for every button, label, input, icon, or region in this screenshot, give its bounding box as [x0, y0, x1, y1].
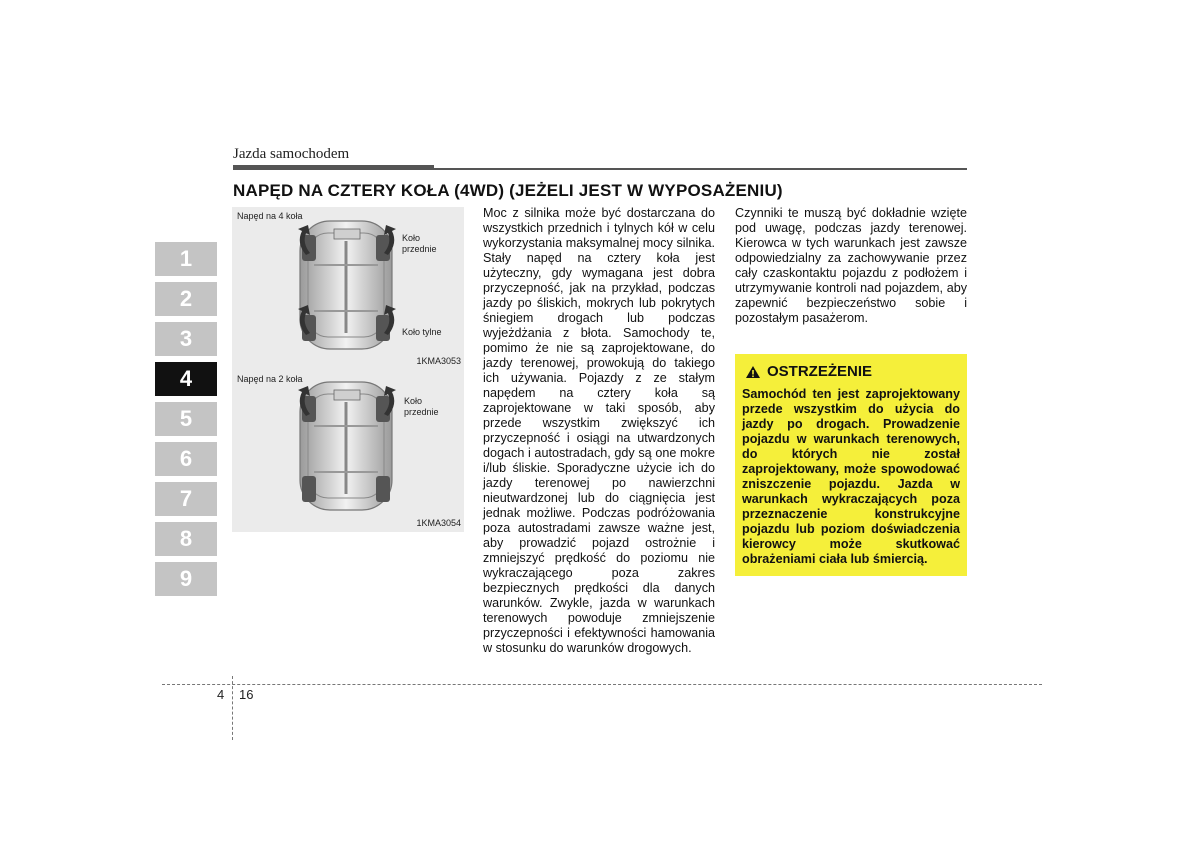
header-rule-thin [434, 168, 967, 170]
chapter-tab-4[interactable]: 4 [155, 362, 217, 396]
chapter-tab-1[interactable]: 1 [155, 242, 217, 276]
warning-title-text: OSTRZEŻENIE [767, 363, 873, 380]
warning-title [745, 363, 872, 380]
footer-dashed-divider [232, 676, 233, 740]
chapter-tab-7[interactable]: 7 [155, 482, 217, 516]
figure-code: 1KMA3053 [416, 356, 461, 366]
warning-text: Samochód ten jest zaprojektowany przede wszystkim do użycia do jazdy po drogach. Prowadzenie pojazdu w warunkach terenowych, do których nie został zaprojektowany, może spowodować zniszczenie pojazdu. Jazda w warunkach wykraczających poza przeznaczenie konstrukcyjne pojazdu lub poziom doświadczenia kierowcy może skutkować obrażeniami ciała lub śmiercią. [742, 387, 960, 566]
figure-2wd [232, 370, 464, 532]
figure-4wd [232, 207, 464, 370]
figure-caption: Napęd na 4 koła [237, 211, 303, 221]
body-text-column-2: Moc z silnika może być dostarczana do wszystkich przednich i tylnych kół w celu wykorzystania maksymalnej mocy silnika. Stały napęd na cztery koła jest użyteczny, gdy wymagana jest dobra przyczepność, jak na przykład, podczas jazdy po śliskich, mokrych lub pokrytych śniegiem drogach lub podczas wyjeżdżania z błota. Samochody te, pomimo że nie są zaprojektowane, do jazdy terenowej, prowokują do takiego ich używania. Pojazdy z ze stałym napędem na cztery koła są zaprojektowane w taki sposób, aby przede wszystkim zwiększyć ich przyczepność i osiągi na utwardzonych dogach i autostradach, gdy są one mokre i/lub śliskie. Sporadyczne użycie ich do jazdy terenowej po nawierzchni nieutwardzonej lub do ciągnięcia jest jednak możliwe. Podczas podróżowania poza autostradami zawsze ważne jest, aby prowadzić pojazd ostrożnie i zmniejszyć prędkość do poziomu nie wykraczającego poza zakres bezpiecznych prędkości dla danych warunków. Zwykle, jazda w warunkach terenowych powoduje zmniejszenie przyczepności i efektywności hamowania w stosunku do warunków drogowych. [483, 206, 715, 655]
body-text-column-3: Czynniki te muszą być dokładnie wzięte pod uwagę, podczas jazdy terenowej. Kierowca w tych warunkach jest zawsze odpowiedzialny za zachowywanie przez cały czaskontaktu pojazdu z podłożem i utrzymywanie kontroli nad pojazdem, aby zapewnić bezpieczeństwo sobie i pozostałym pasażerom. [735, 206, 967, 325]
footer-chapter-number: 4 [217, 687, 225, 702]
page-header-title: Jazda samochodem [233, 146, 350, 162]
chapter-tab-3[interactable]: 3 [155, 322, 217, 356]
footer-dashed-rule [162, 684, 1042, 685]
chapter-tab-8[interactable]: 8 [155, 522, 217, 556]
chapter-tab-2[interactable]: 2 [155, 282, 217, 316]
section-heading: NAPĘD NA CZTERY KOŁA (4WD) (JEŻELI JEST W WYPOSAŻENIU) [233, 181, 783, 200]
chapter-tab-5[interactable]: 5 [155, 402, 217, 436]
figure-caption: Napęd na 2 koła [237, 374, 303, 384]
header-rule-thick [233, 165, 434, 170]
warning-triangle-icon [745, 365, 761, 379]
figure-code: 1KMA3054 [416, 518, 461, 528]
chapter-tabs [155, 242, 217, 602]
label-front-wheel: Koło przednie [404, 396, 439, 417]
label-front-wheel: Koło przednie [402, 233, 437, 254]
car-topview-4wd-illustration [232, 207, 464, 370]
chapter-tab-9[interactable]: 9 [155, 562, 217, 596]
warning-box [735, 354, 967, 576]
car-topview-2wd-illustration [232, 370, 464, 532]
label-rear-wheel: Koło tylne [402, 327, 442, 337]
chapter-tab-6[interactable]: 6 [155, 442, 217, 476]
footer-page-number: 16 [239, 687, 254, 702]
